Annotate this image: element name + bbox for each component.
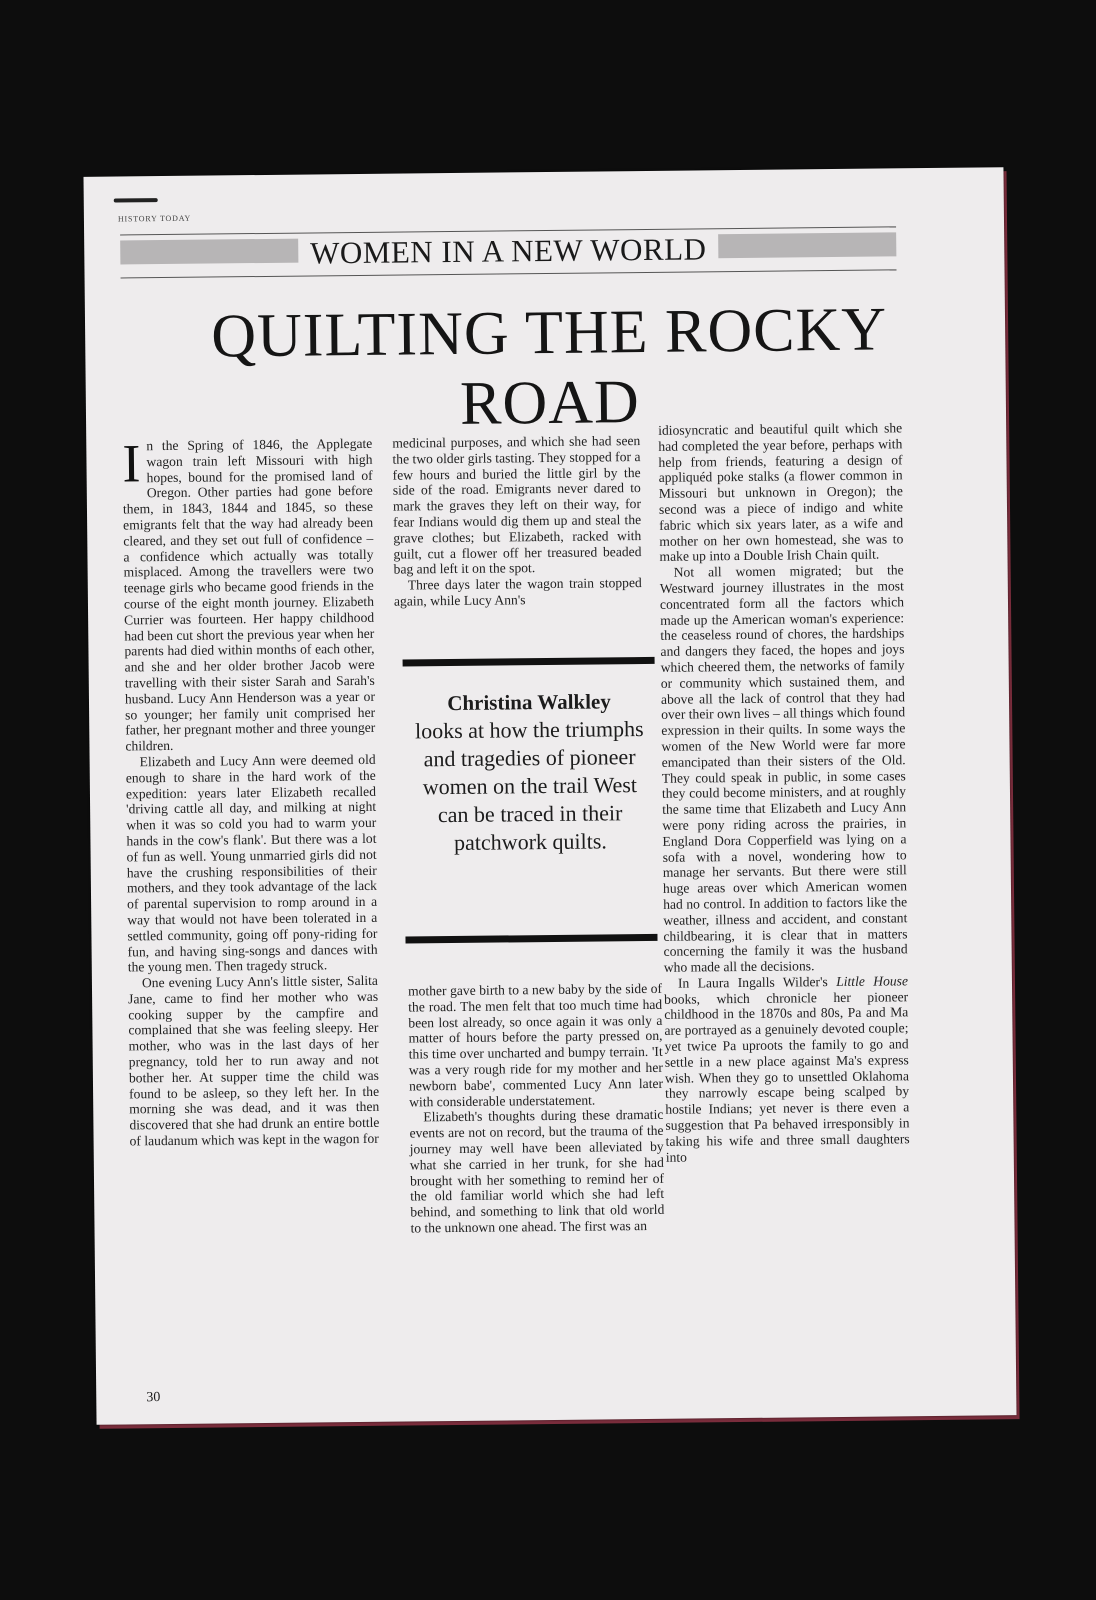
page-number: 30: [146, 1390, 161, 1406]
paragraph: One evening Lucy Ann's little sister, Salita Jane, came to find her mother who was cooking supper by the campfire and complained that she was feeling sleepy. Her mother, who was in the last days of her pregnancy, told her to run away and not bother her. At supper time the child was found to be asleep, so they left her. In the morning she was dead, and it was then discovered that she had drunk an entire bottle of laudanum which was kept in the wagon for: [128, 972, 380, 1149]
section-title-text: WOMEN IN A NEW WORLD: [298, 231, 719, 270]
pull-quote: [403, 657, 658, 944]
pull-quote-text: looks at how the triumphs and tragedies of pioneer women on the trail West can be traced in their patchwork quilts.: [414, 716, 644, 856]
article-headline: QUILTING THE ROCKY ROAD: [210, 295, 888, 438]
section-title: [120, 229, 896, 273]
paragraph: medicinal purposes, and which she had seen the two older girls tasting. They stopped for a few hours and buried the little girl by the side of the road. Emigrants never dared to mark the graves they left on their way, for fear Indians would dig them up and steal the grave clothes; but Elizabeth, racked with guilt, cut a flower off her treasured beaded bag and left it on the spot.: [392, 433, 642, 577]
magazine-page: [83, 167, 1016, 1425]
paragraph-text: In Laura Ingalls Wilder's: [677, 973, 837, 991]
book-title: Little House: [836, 973, 909, 989]
column-3: [658, 420, 910, 1165]
pull-quote-author: Christina Walkley: [447, 689, 611, 716]
paragraph-text: books, which chronicle her pioneer childhood in the 1870s and 80s, Pa and Ma are portrayed as a genuinely devoted couple; yet twice Pa uproots the family to go and settle in a new place against Ma's express wish. When they go to unsettled Oklahoma they narrowly escape being scalped by hostile Indians; yet never is there even a suggestion that Pa behaved irresponsibly in taking his wife and three small daughters into: [664, 988, 910, 1165]
paragraph: Not all women migrated; but the Westward journey illustrates in the most concentrated form all the factors which made up the American woman's experience: the ceaseless round of chores, the hardships and dangers they faced, the hopes and joys which cheered them, the networks of family or community which sustained them, and above all the lack of control that they had over their own lives – all things which found expression in their quilts. In some ways the women of the New World were far more emancipated than their sisters of the Old. They could speak in public, in some cases they could become ministers, and at roughly the same time that Elizabeth and Lucy Ann were pony riding across the prairies, in England Dora Copperfield was lying on a sofa with a novel, wondering how to manage her servants. But there were still huge areas over which American women had no control. In addition to factors like the weather, illness and accident, and constant childbearing, it is clear that in matters concerning the family it was the husband who made all the decisions.: [659, 562, 908, 975]
paragraph: Elizabeth and Lucy Ann were deemed old enough to share in the hard work of the expedition: years later Elizabeth recalled 'driving cattle all day, and milking at night when it was so cold you had to warm your hands in the cow's flank'. But there was a lot of fun as well. Young unmarried girls did not have the crushing responsibilities of their mothers, and they took advantage of the lack of parental supervision to romp around in a way that would not have been tolerated in a settled community, going off pony-riding for fun, and having sing-songs and dances with the young men. Then tragedy struck.: [125, 751, 378, 975]
decorative-rule: [114, 198, 158, 202]
paragraph: [122, 433, 376, 755]
column-2-top: [392, 433, 642, 609]
pull-quote-rule-bottom: [405, 934, 657, 944]
paragraph: Elizabeth's thoughts during these dramatic events are not on record, but the trauma of the journey may well have been alleviated by what she carried in her trunk, for she had brought with her something to remind her of the old familiar world which she had left behind, and something to link that old world to the unknown one ahead. The first was an: [409, 1107, 665, 1236]
section-banner: [120, 226, 896, 278]
running-head: HISTORY TODAY: [117, 213, 192, 224]
pull-quote-rule-top: [403, 657, 655, 667]
paragraph: [664, 973, 910, 1165]
paragraph-text: n the Spring of 1846, the Applegate wagon train left Missouri with high hopes, bound for the promised land of Oregon. Other parties had gone before them, in 1843, 1844 and 1845, so these emigrants felt that the way had already been cleared, and they set out full of confidence – a confidence which actually was totally misplaced. Among the travellers were two teenage girls who became good friends in the course of the eight month journey. Elizabeth Currier was fourteen. Her happy childhood had been cut short the previous year when her parents had died within months of each other, and she and her older brother Jacob were travelling with their sister Sarah and Sarah's husband. Lucy Ann Henderson was a year or so younger; her family unit comprised her father, her pregnant mother and three younger children.: [122, 435, 376, 754]
paragraph: mother gave birth to a new baby by the side of the road. The men felt that too much time had been lost already, so once again it was only a matter of hours before the party pressed on, this time over uncharted and bumpy terrain. 'It was a very rough ride for my mother and her newborn babe', commented Lucy Ann later with considerable understatement.: [407, 980, 664, 1110]
drop-cap: I: [122, 433, 141, 494]
column-2-bottom: [408, 981, 665, 1236]
paragraph: Three days later the wagon train stopped again, while Lucy Ann's: [393, 575, 642, 609]
column-1: [122, 433, 380, 1149]
paragraph: idiosyncratic and beautiful quilt which she had completed the year before, perhaps with help from friends, featuring a design of appliquéd poke stalks (a flower common in Missouri but unknown in Oregon); the second was a piece of indigo and white fabric which six years later, as a wife and mother on her own homestead, she was to make up into a Double Irish Chain quilt.: [658, 420, 904, 565]
